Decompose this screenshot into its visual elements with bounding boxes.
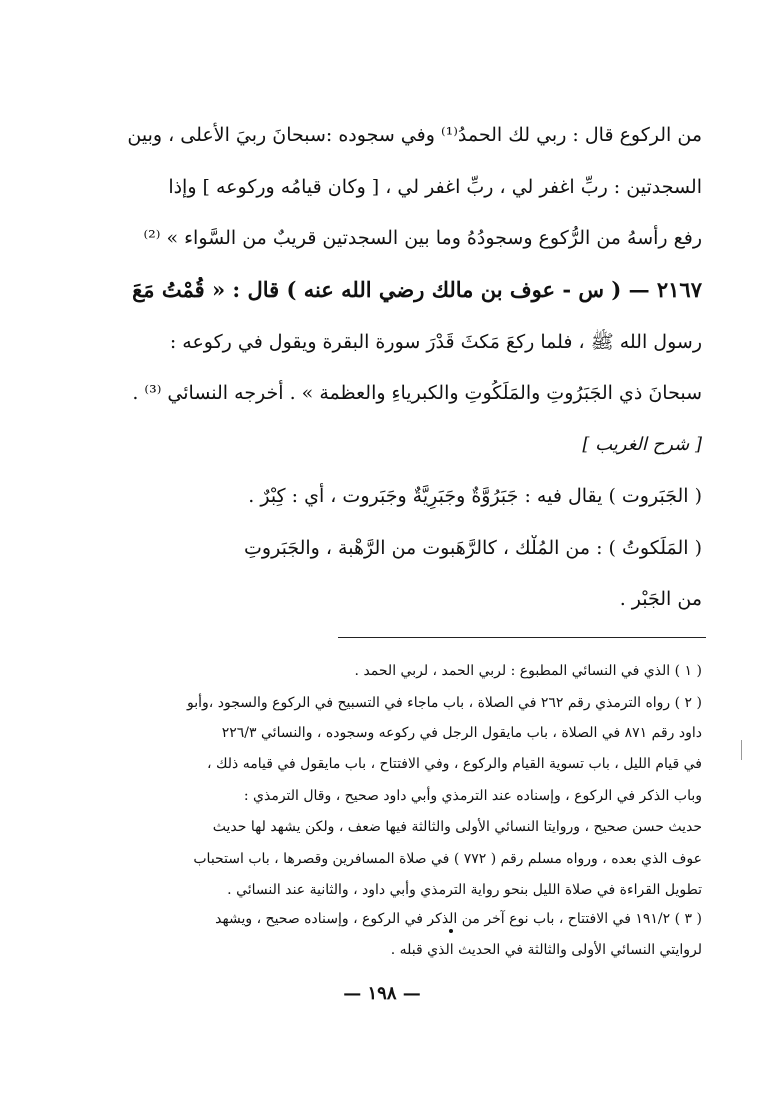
footnote-line-10: لروايتي النسائي الأولى والثالثة في الحديث الذي قبله . (390, 942, 702, 958)
margin-mark (741, 740, 742, 760)
footnote-line-8: تطويل القراءة في صلاة الليل بنحو رواية الترمذي وأبي داود ، والثانية عند النسائي . (227, 882, 702, 898)
body-line-2: السجدتين : ربِّ اغفر لي ، ربِّ اغفر لي ، [ وكان قيامُه وركوعه ] وإذا (168, 176, 702, 198)
footnote-line-3: داود رقم ٨٧١ في الصلاة ، باب مايقول الرجل في ركوعه وسجوده ، والنسائي ٢٢٦/٣ (221, 725, 702, 741)
section-heading: [ شرح الغريب ] (582, 434, 702, 455)
footnote-line-1: ( ١ ) الذي في النسائي المطبوع : لربي الحمد ، لربي الحمد . (354, 663, 702, 679)
gloss-line-3: من الجَبْر . (619, 588, 702, 610)
hadith-line-2: رسول الله ﷺ ، فلما ركعَ مَكثَ قَدْرَ سورة البقرة ويقول في ركوعه : (169, 331, 702, 353)
footnote-line-5: وباب الذكر في الركوع ، وإسناده عند الترمذي وأبي داود صحيح ، وقال الترمذي : (243, 788, 702, 804)
footnote-line-7: عوف الذي بعده ، ورواه مسلم رقم ( ٧٧٢ ) في صلاة المسافرين وقصرها ، باب استحباب (193, 851, 702, 867)
body-line-3: رفع رأسهُ من الرُّكوع وسجودُهُ وما بين السجدتين قريبٌ من السَّواء » ⁽²⁾ (143, 227, 702, 249)
footnote-line-4: في قيام الليل ، باب تسوية القيام والركوع ، وفي الافتتاح ، باب مايقول في قيامه ذلك ، (207, 756, 702, 772)
hadith-line-3: سبحانَ ذي الجَبَرُوتِ والمَلَكُوتِ والكبرياءِ والعظمة » . أخرجه النسائي ⁽³⁾ . (132, 382, 702, 404)
gloss-line-2: ( المَلَكوتُ ) : من المُلْك ، كالرَّهَبوت من الرَّهْبة ، والجَبَروتِ (244, 537, 702, 559)
footnote-line-2: ( ٢ ) رواه الترمذي رقم ٢٦٢ في الصلاة ، باب ماجاء في التسبيح في الركوع والسجود ،وأبو (187, 695, 702, 711)
hadith-line-1: ٢١٦٧ — ( س - عوف بن مالك رضي الله عنه ) قال : « قُمْتُ مَعَ (132, 277, 702, 302)
page-number: — ١٩٨ — (343, 983, 421, 1004)
footnote-divider (338, 637, 706, 638)
gloss-line-1: ( الجَبَروت ) يقال فيه : جَبَرُوَّةٌ وجَبَرِيَّةٌ وجَبَروت ، أي : كِبْرٌ . (248, 485, 702, 507)
ink-dot (449, 929, 453, 933)
footnote-line-9: ( ٣ ) ١٩١/٢ في الافتتاح ، باب نوع آخر من الذكر في الركوع ، وإسناده صحيح ، ويشهد (215, 911, 702, 927)
body-line-1: من الركوع قال : ربي لك الحمدُ⁽¹⁾ وفي سجوده :سبحانَ ربيَ الأعلى ، وبين (127, 124, 702, 146)
footnote-line-6: حديث حسن صحيح ، وروايتا النسائي الأولى والثالثة فيها ضعف ، ولكن يشهد لها حديث (212, 819, 702, 835)
